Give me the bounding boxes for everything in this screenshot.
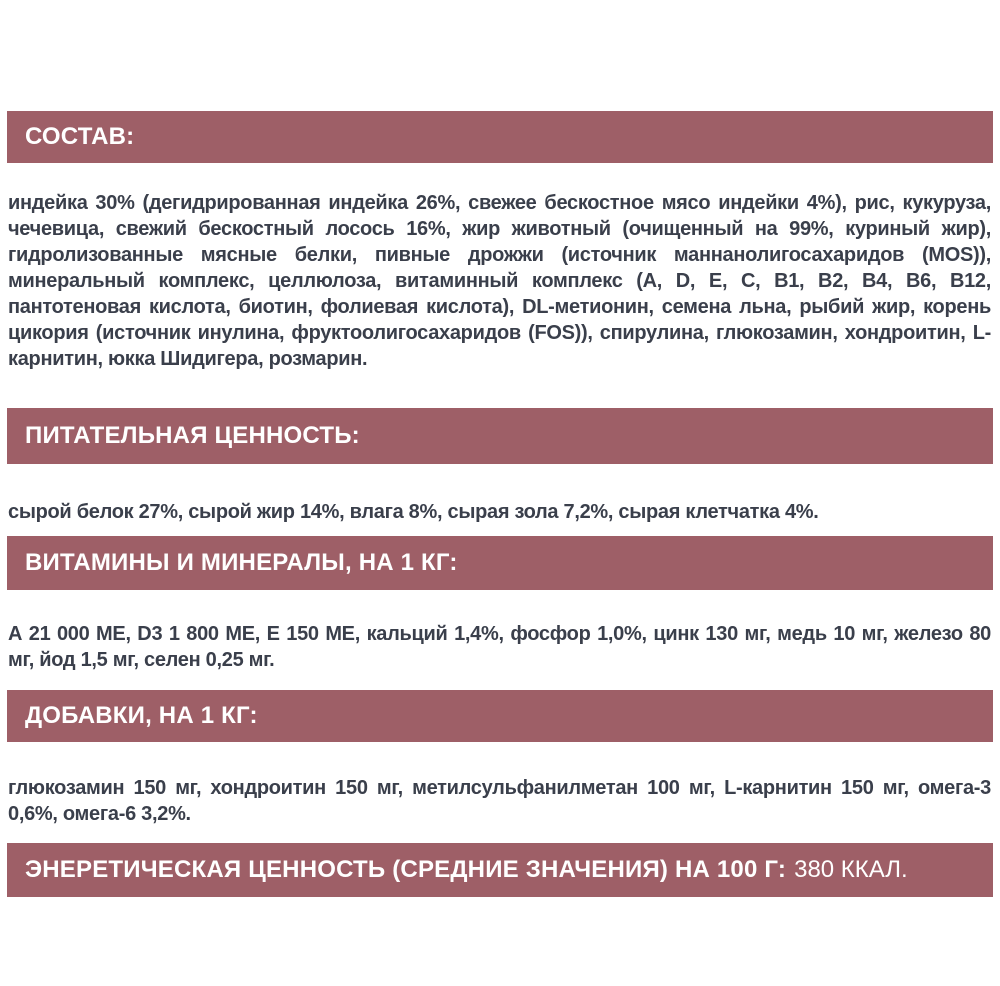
section-header-vitamins [7,536,993,590]
section-header-composition [7,111,993,163]
energy-label: ЭНЕРЕТИЧЕСКАЯ ЦЕННОСТЬ (СРЕДНИЕ ЗНАЧЕНИЯ) НА 100 Г: [25,856,787,883]
section-header-additives [7,690,993,742]
section-header-composition-label: СОСТАВ: [25,123,135,150]
composition-text: индейка 30% (дегидрированная индейка 26%, свежее бескостное мясо индейки 4%), рис, кукуруза, чечевица, свежий бескостный лосось 16%, жир животный (очищенный на 99%, куриный жир), гидролизованные мясные белки, пивные дрожжи (источник маннанолигосахаридов (MOS)), минеральный комплекс, целлюлоза, витаминный комплекс (A, D, E, C, B1, B2, B4, B6, B12, пантотеновая кислота, биотин, фолиевая кислота), DL-метионин, семена льна, рыбий жир, корень цикория (источник инулина, фруктоолигосахаридов (FOS)), спирулина, глюкозамин, хондроитин, L-карнитин, юкка Шидигера, розмарин. [8,192,991,370]
section-header-additives-label: ДОБАВКИ, НА 1 КГ: [25,702,258,729]
energy-value: 380 ККАЛ. [794,856,908,883]
section-header-vitamins-label: ВИТАМИНЫ И МИНЕРАЛЫ, НА 1 КГ: [25,549,458,576]
additives-text: глюкозамин 150 мг, хондроитин 150 мг, метилсульфанилметан 100 мг, L-карнитин 150 мг, омега-3 0,6%, омега-6 3,2%. [8,777,991,825]
nutrition-text: сырой белок 27%, сырой жир 14%, влага 8%, сырая зола 7,2%, сырая клетчатка 4%. [8,501,819,523]
section-header-nutrition [7,408,993,464]
section-header-nutrition-label: ПИТАТЕЛЬНАЯ ЦЕННОСТЬ: [25,422,360,449]
section-header-energy [7,843,993,897]
vitamins-text: А 21 000 МЕ, D3 1 800 МЕ, Е 150 МЕ, кальций 1,4%, фосфор 1,0%, цинк 130 мг, медь 10 мг, железо 80 мг, йод 1,5 мг, селен 0,25 мг. [8,623,991,671]
